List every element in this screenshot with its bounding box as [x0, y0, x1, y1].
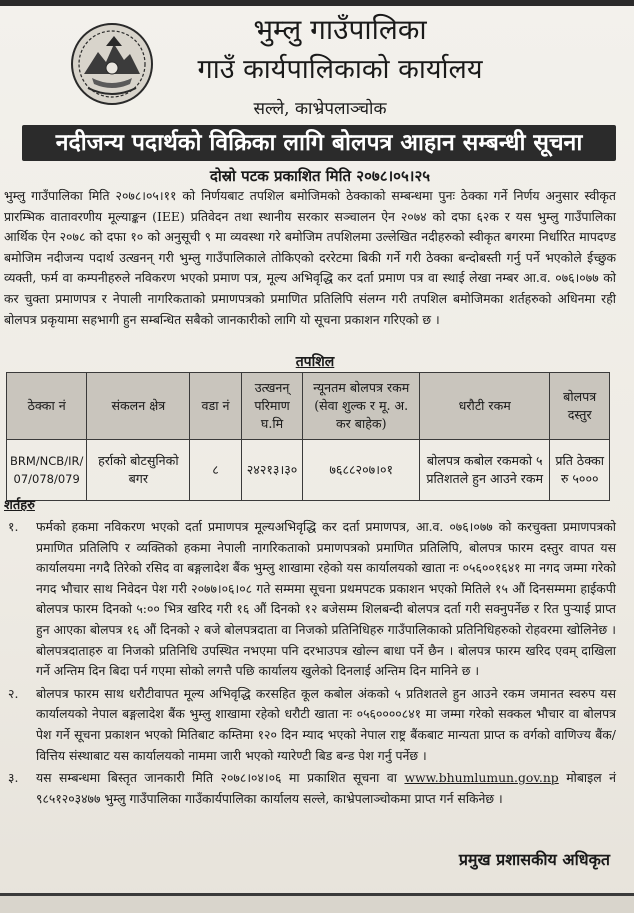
list-item [4, 684, 616, 766]
signatory-title: प्रमुख प्रशासकीय अधिकृत [458, 850, 610, 869]
term-text: बोलपत्र फारम साथ धरौटीवापत मूल्य अभिवृद्धि करसहित कूल कबोल अंकको ५ प्रतिशतले हुन आउने रकम जमानत स्वरुप यस कार्यालयको नेपाल बङ्गलादेश बैंक भुम्लु शाखामा रहेको धरौटी खाता नः ०५६००००८४१ मा जम्मा गरेको सक्कल भौचार वा बोलपत्र पेश गर्ने सूचना प्रकाशन भएको मितिबाट कम्तिमा १२० दिन म्याद भएको नेपाल राष्ट्र बैंकबाट मान्यता प्राप्त क वर्गको वाणिज्य बैंक/वित्तिय संस्थाबाट यस कार्यालयको नाममा जारी भएको ग्यारेण्टी बिड बन्ड पेश गर्नु पर्नेछ । [36, 685, 616, 763]
term-text-after-link: मोबाइल नं ९८५१२०३४७७ भुम्लु गाउँपालिका गाउँकार्यपालिका कार्यालय सल्ले, काभ्रेपलाञ्चोकमा प्राप्त गर्न सकिनेछ । [36, 770, 616, 806]
schedule-caption: तपशिल [295, 354, 335, 370]
publication-date: दोस्रो पटक प्रकाशित मिति २०७८।०५।२५ [209, 167, 431, 185]
table-header-row [7, 373, 610, 440]
term-number: १. [8, 519, 19, 534]
col-header-minimum-bid: न्यूनतम बोलपत्र रकम (सेवा शुल्क र मू. अ. कर बाहेक) [303, 373, 420, 440]
terms-heading: शर्तहरु [4, 498, 35, 513]
bottom-border [0, 893, 634, 913]
terms-list [4, 517, 616, 809]
term-number: २. [8, 685, 19, 701]
list-item [4, 517, 616, 682]
col-header-bid-fee: बोलपत्र दस्तुर [550, 373, 610, 440]
table-row [7, 440, 610, 501]
term-number: ३. [8, 770, 19, 786]
col-header-contract-no: ठेक्का नं [7, 373, 87, 440]
cell-bid-fee: प्रति ठेक्का रु ५००० [550, 440, 610, 501]
col-header-deposit-amount: धरौटी रकम [420, 373, 550, 440]
office-address: सल्ले, काभ्रेपलाञ्चोक [253, 99, 387, 119]
municipality-name: भुम्लु गाउँपालिका [253, 13, 427, 46]
schedule-table [6, 372, 610, 501]
cell-ward-no: ८ [190, 440, 241, 501]
cell-collection-area: हर्राको बोटसुनिको बगर [87, 440, 190, 501]
cell-contract-no: BRM/NCB/IR/ 07/078/079 [7, 440, 87, 501]
nepal-government-emblem-icon [70, 22, 154, 106]
cell-deposit-amount: बोलपत्र कबोल रकमको ५ प्रतिशतले हुन आउने रकम [420, 440, 550, 501]
cell-excavation-quantity: २४२१३।३० [241, 440, 303, 501]
website-link[interactable]: www.bhumlumun.gov.np [404, 770, 559, 786]
intro-paragraph: भुम्लु गाउँपालिका मिति २०७८।०५।११ को निर्णयबाट तपशिल बमोजिमको ठेक्काको सम्बन्धमा पुनः ठेक्का गर्ने निर्णय अनुसार स्वीकृत प्रारम्भिक वातावरणीय मूल्याङ्कन (IEE) प्रतिवेदन तथा स्थानीय सरकार सञ्चालन ऐन २०७४ को दफा ६२क र यस भुम्लु गाउँपालिका आर्थिक ऐन २०७८ को दफा १० को अनुसूची ९ मा व्यवस्था गरे बमोजिम तपशिलमा उल्लेखित नदीहरुको स्वीकृत बगरमा निर्धारित मापदण्ड बमोजिम नदीजन्य पदार्थ उत्खनन् गरी भुम्लु गाउँपालिकाले तोकिएको दररेटमा बिकी गर्ने गरी ठेक्का बन्दोबस्ती गर्नु पर्ने भएकोले ईच्छुक व्यक्ती, फर्म वा कम्पनीहरुले नविकरण भएको प्रमाण पत्र, मूल्य अभिवृद्धि कर दर्ता प्रमाण पत्र वा स्थाई लेखा नम्बर आ.व. ०७६।०७७ को कर चुक्ता प्रमाणपत्र र नेपाली नागरिकताको प्रमाणपत्रको प्रमाणित प्रतिलिपि संलग्न गरी तपशिल बमोजिमका शर्तहरुको अधिनमा रही बोलपत्र प्रकृयामा सहभागी हुन सम्बन्धित सबैको जानकारीको लागि यो सूचना प्रकाशन गरिएको छ । [4, 188, 616, 327]
term-text [36, 768, 616, 809]
notice-title-banner: नदीजन्य पदार्थको विक्रिका लागि बोलपत्र आहान सम्बन्धी सूचना [22, 125, 616, 161]
col-header-collection-area: संकलन क्षेत्र [87, 373, 190, 440]
cell-minimum-bid: ७६८८२०७।०१ [303, 440, 420, 501]
list-item [4, 768, 616, 809]
col-header-excavation-quantity: उत्खनन् परिमाण घ.मि [241, 373, 303, 440]
term-text: फर्मको हकमा नविकरण भएको दर्ता प्रमाणपत्र मूल्यअभिवृद्धि कर दर्ता प्रमाणपत्र, आ.व. ०७६।०७७ को करचुक्ता प्रमाणपत्रको प्रमाणित प्रतिलिपि र व्यक्तिको हकमा नेपाली नागरिकताको प्रमाणपत्रको प्रमाणित प्रतिलिपि, बोलपत्र फारम दस्तुर वापत यस कार्यालयमा नगदै तिरेको रसिद वा बङ्गलादेश बैंक भुम्लु शाखामा रहेको यस कार्यालयको खाता नः ०५६००१६४१ मा नगद जम्मा गरेको नगद भौचार साथ निवेदन पेश गरी २०७७।०६।०८ गते सम्ममा सूचना प्रथमपटक प्रकाशन भएको मितिले १५ औं दिनसम्ममा हाईकपी बोलपत्र फारम दिनको ५:०० भित्र खरिद गरी १६ औं दिनको १२ बजेसम्म शिलबन्दी बोलपत्र दर्ता गरी सक्नुपर्नेछ र रित पुऱ्याई प्राप्त हुन आएका बोलपत्र १६ औं दिनको २ बजे बोलपत्रदाता वा निजको प्रतिनिधिहरु गाउँपालिकाको प्रतिनिधिहरुको रोहवरमा खोलिनेछ । बोलपत्रदाताहरु वा निजको प्रतिनिधि उपस्थित नभएमा पनि दरभाउपत्र खोल्न बाधा पर्ने छैन । बोलपत्र फारम खरिद एवम् दाखिला गर्ने अन्तिम दिन बिदा पर्न गएमा सोको लगत्तै पछि कार्यालय खुलेको दिनलाई अन्तिम दिन मानिने छ । [36, 519, 616, 679]
top-border [0, 0, 634, 6]
office-name: गाउँ कार्यपालिकाको कार्यालय [197, 54, 483, 85]
term-text-before-link: यस सम्बन्धमा बिस्तृत जानकारी मिति २०७८।०४।०६ मा प्रकाशित सूचना वा [36, 770, 405, 786]
col-header-ward-no: वडा नं [190, 373, 241, 440]
